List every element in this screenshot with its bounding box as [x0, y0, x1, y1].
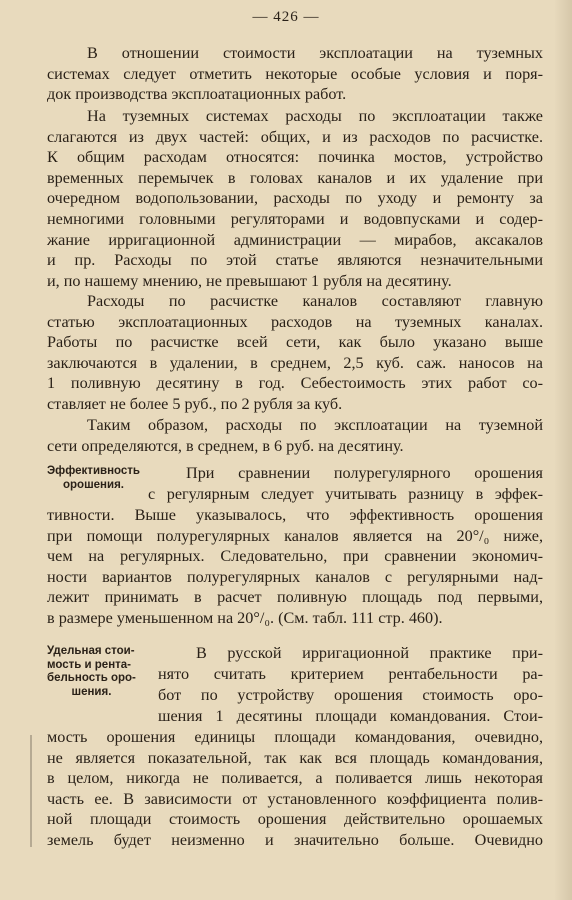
text-line: слагаются из двух частей: общих, и из расходов по расчистке.: [47, 127, 543, 146]
text-line: системах следует отметить некоторые особые условия и поря-: [47, 64, 543, 83]
margin-heading-line: Эффективность: [47, 465, 140, 477]
text-line: ставляет не более 5 руб., по 2 рубля за куб.: [47, 394, 343, 413]
specific-cost-side-line-2: [158, 664, 543, 685]
text-line: немногими головными регуляторами и водовпусками и содер-: [47, 209, 543, 228]
text-line: При сравнении полурегулярного орошения: [186, 464, 543, 482]
text-line: часть ее. В зависимости от установленного коэффициента полив-: [47, 789, 543, 808]
text-line: и пр. Расходы по этой статье являются незначительными: [47, 251, 543, 270]
text-line: В отношении стоимости эксплоатации на туземных: [87, 44, 543, 62]
text-line: статью эксплоатационных расходов на туземных каналах.: [47, 312, 543, 331]
paragraph-expenses: [47, 106, 543, 291]
margin-heading-specific-cost: [47, 645, 136, 699]
paragraph-specific-cost: [47, 727, 543, 851]
text-line: заключаются в удалении, в среднем, 2,5 куб. саж. наносов на: [47, 353, 543, 372]
margin-heading-line: шения.: [71, 685, 112, 698]
margin-heading-line: бельность оро-: [47, 672, 136, 684]
text-line: с регулярным следует учитывать разницу в эффек-: [148, 485, 543, 503]
text-line: Работы по расчистке всей сети, как было указано выше: [47, 333, 543, 352]
text-line: Таким образом, расходы по эксплоатации на туземной: [87, 416, 543, 434]
text-line: док производства эксплоатационных работ.: [47, 85, 347, 104]
text-line: ности вариантов полурегулярных каналов с регулярными над-: [47, 567, 543, 586]
text-line: временных перемычек в головах каналов и их удаление при: [47, 168, 543, 187]
paragraph-intro: [47, 43, 543, 105]
text-line: нято считать критерием рентабельности ра-: [158, 665, 543, 683]
text-line: земель будет неизменно и значительно больше. Очевидно: [47, 830, 543, 849]
margin-heading-line: Удельная стои-: [47, 645, 135, 657]
efficiency-side-line-1: [186, 463, 543, 484]
specific-cost-side-line-1: [196, 643, 543, 664]
text-line: мость орошения единицы площади командования, очевидно,: [47, 728, 543, 746]
specific-cost-side-line-4: [158, 706, 543, 727]
page-number: — 426 —: [252, 9, 320, 25]
specific-cost-side-line-3: [158, 685, 543, 706]
margin-heading-line: орошения.: [63, 478, 124, 491]
text-line: в целом, никогда не поливается, а поливается лишь некоторая: [47, 769, 543, 788]
text-line: 1 поливную десятину в год. Себестоимость этих работ со-: [47, 374, 543, 393]
text-line: Расходы по расчистке каналов составляют главную: [87, 292, 543, 310]
text-line: На туземных системах расходы по эксплоатации также: [87, 107, 543, 125]
paragraph-cleaning: [47, 291, 543, 415]
paragraph-conclusion: [47, 415, 543, 456]
text-line: сети определяются, в среднем, в 6 руб. на десятину.: [47, 436, 404, 455]
text-line: тивности. Выше указывалось, что эффективность орошения: [47, 506, 543, 524]
text-line: очередном водопользовании, расходы по уходу и ремонту за: [47, 189, 543, 208]
paragraph-efficiency: [47, 505, 543, 629]
efficiency-side-line-2: [148, 484, 543, 505]
text-line: шения 1 десятины площади командования. Стои-: [158, 707, 543, 725]
page-edge-shadow: [554, 0, 572, 900]
text-line: в размере уменьшенном на 20°/₀. (См. табл. 111 стр. 460).: [47, 608, 443, 627]
text-line: В русской ирригационной практике при-: [196, 644, 543, 662]
text-line: ной площади стоимость орошения действительно орошаемых: [47, 810, 543, 829]
text-line: при помощи полурегулярных каналов является на 20°/₀ ниже,: [47, 526, 543, 545]
text-line: не является показательной, так как вся площадь командования,: [47, 748, 543, 767]
text-line: и, по нашему мнению, не превышают 1 рубля на десятину.: [47, 271, 452, 290]
text-line: лежит принимать в расчет поливную площадь под первыми,: [47, 588, 543, 607]
text-line: жание ирригационной администрации — мирабов, аксакалов: [47, 230, 543, 249]
text-line: К общим расходам относятся: починка мостов, устройство: [47, 148, 543, 167]
text-line: чем на регулярных. Следовательно, при сравнении экономич-: [47, 547, 543, 566]
margin-heading-efficiency: [47, 465, 140, 492]
margin-heading-line: мость и рента-: [47, 658, 132, 671]
pencil-margin-mark: [30, 735, 32, 847]
text-line: бот по устройству орошения стоимость оро-: [158, 686, 543, 704]
